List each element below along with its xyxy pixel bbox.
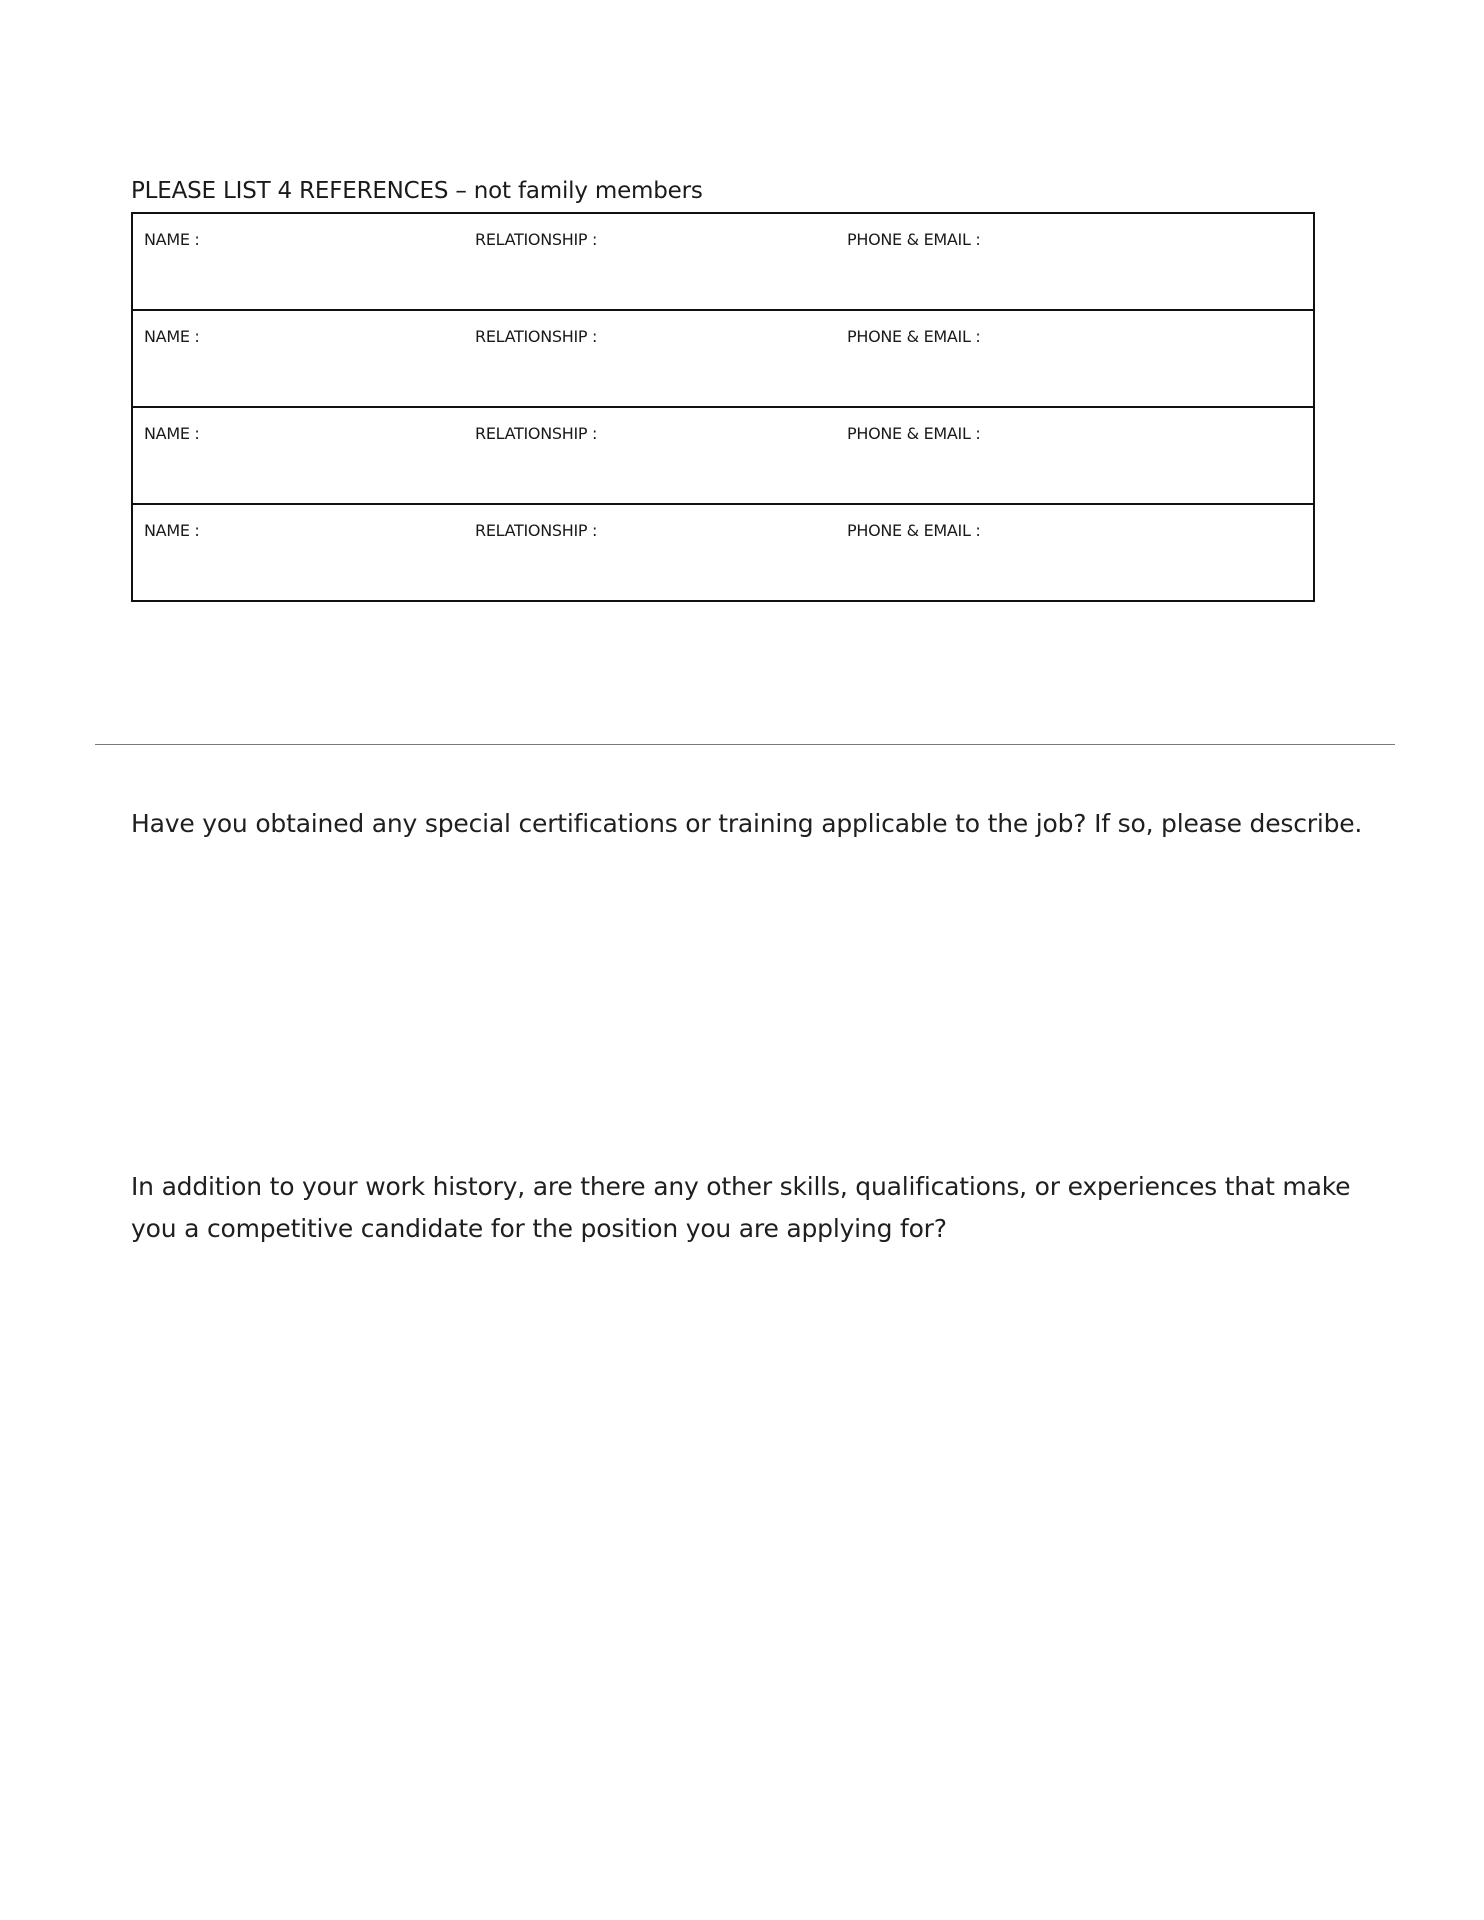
reference-relationship-label: RELATIONSHIP : — [475, 230, 598, 249]
reference-name-label: NAME : — [144, 230, 200, 249]
reference-relationship-label: RELATIONSHIP : — [475, 327, 598, 346]
reference-row-4 — [133, 503, 1313, 600]
reference-relationship-label: RELATIONSHIP : — [475, 424, 598, 443]
reference-row-2 — [133, 309, 1313, 406]
reference-relationship-label: RELATIONSHIP : — [475, 521, 598, 540]
reference-row-3 — [133, 406, 1313, 503]
section-divider — [95, 744, 1395, 745]
references-table — [131, 212, 1315, 602]
references-title: PLEASE LIST 4 REFERENCES – not family members — [131, 178, 703, 204]
reference-contact-label: PHONE & EMAIL : — [847, 327, 981, 346]
additional-skills-question: In addition to your work history, are there any other skills, qualifications, or experiences that make you a competitive candidate for the position you are applying for? — [131, 1172, 1351, 1243]
reference-name-label: NAME : — [144, 521, 200, 540]
certifications-question: Have you obtained any special certifications or training applicable to the job? If so, please describe. — [131, 809, 1363, 838]
reference-contact-label: PHONE & EMAIL : — [847, 230, 981, 249]
reference-name-label: NAME : — [144, 327, 200, 346]
reference-contact-label: PHONE & EMAIL : — [847, 521, 981, 540]
reference-name-label: NAME : — [144, 424, 200, 443]
reference-contact-label: PHONE & EMAIL : — [847, 424, 981, 443]
reference-row-1 — [133, 214, 1313, 311]
